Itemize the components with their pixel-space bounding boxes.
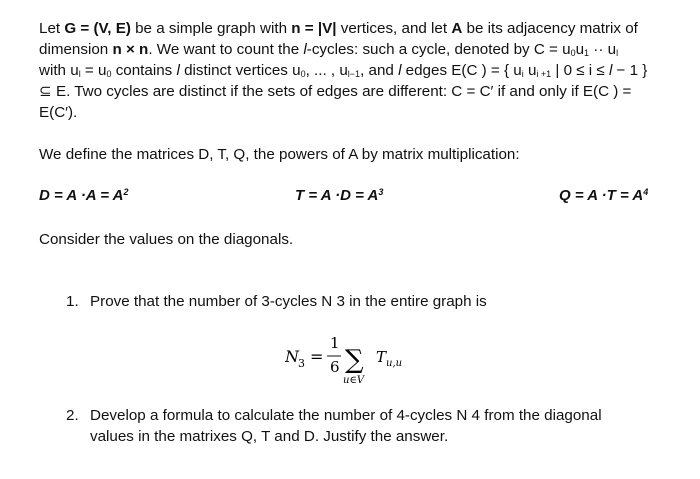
formula-n3 — [285, 332, 485, 388]
diagonals-text: Consider the values on the diagonals. — [39, 231, 294, 248]
intro-line-3: with $u_l = u_0$ contains l distinct vertices $u_0$, ... , $u_{l-1}$, and l edges E(C ) = { $u_i$ $u_{i +1}$ | 0 ≤ i ≤ l − 1 } — [39, 62, 648, 79]
formula-numerator: 1 — [330, 334, 340, 352]
intro-line-4: ⊆ E. Two cycles are distinct if the sets of edges are different: C = C′ if and only if E(C ) = — [39, 83, 632, 100]
formula-equals: = — [310, 347, 324, 366]
intro-line-1: Let G = (V, E) be a simple graph with n = |V| vertices, and let A be its adjacency matrix of — [39, 20, 638, 37]
intro-line-5: E(C′). — [39, 104, 78, 121]
formula-under: u∈V — [343, 375, 365, 386]
formula-lhs-sub: 3 — [298, 357, 305, 370]
intro-line-2: dimension n × n. We want to count the l-cycles: such a cycle, denoted by $C = u_0u_1 \cdot\cdot u_l$ — [39, 41, 619, 58]
list-number-2: 2. — [66, 407, 79, 424]
list-text-2-line-1: Develop a formula to calculate the number of 4-cycles N 4 from the diagonal — [90, 407, 602, 424]
list-text-2-line-2: values in the matrixes Q, T and D. Justify the answer. — [90, 428, 449, 445]
list-text-1: Prove that the number of 3-cycles N 3 in the entire graph is — [90, 293, 487, 310]
formula-denominator: 6 — [330, 358, 340, 376]
formula-lhs: N — [285, 347, 299, 366]
formula-svg — [285, 332, 485, 388]
sigma-symbol: ∑ — [345, 345, 364, 375]
formula-term: T — [376, 348, 387, 366]
list-number-1: 1. — [66, 293, 79, 310]
definition-T: $T = A \cdot D = A^3$ — [295, 187, 384, 204]
definition-Q: $Q = A \cdot T = A^4$ — [559, 187, 649, 204]
definition-D: $D = A \cdot A = A^2$ — [39, 187, 129, 204]
define-text: We define the matrices D, T, Q, the powers of A by matrix multiplication: — [39, 146, 520, 163]
formula-term-sub: u,u — [386, 358, 403, 369]
